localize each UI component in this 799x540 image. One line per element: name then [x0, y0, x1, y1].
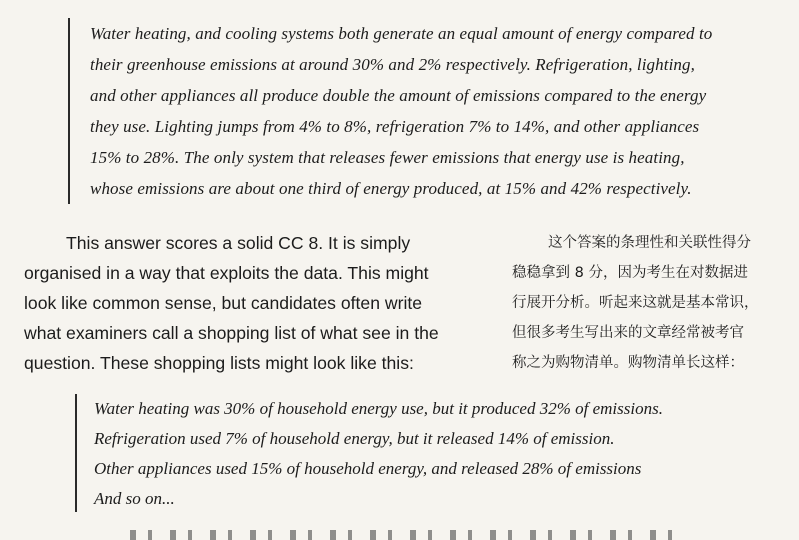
text-line: 但很多考生写出来的文章经常被考官	[512, 325, 744, 341]
quote-line: Other appliances used 15% of household energy, and released 28% of emissions	[94, 459, 642, 478]
text-line: organised in a way that exploits the data. This might	[24, 263, 429, 283]
text-line: 行展开分析。听起来这就是基本常识，	[512, 295, 759, 311]
text-line: 这个答案的条理性和关联性得分	[548, 235, 751, 251]
quote-line: and other appliances all produce double the amount of emissions compared to the energy	[90, 86, 707, 105]
quote-line: Water heating was 30% of household energy use, but it produced 32% of emissions.	[94, 399, 663, 418]
chinese-commentary	[512, 228, 799, 378]
quote-line: Refrigeration used 7% of household energy, but it released 14% of emission.	[94, 429, 615, 448]
text-line: This answer scores a solid CC 8. It is simply	[66, 233, 411, 253]
quote-line: And so on...	[94, 489, 175, 508]
quote-line: their greenhouse emissions at around 30% and 2% respectively. Refrigeration, lighting,	[90, 55, 695, 74]
text-line: look like common sense, but candidates often write	[24, 293, 423, 313]
quote-line: 15% to 28%. The only system that releases fewer emissions that energy use is heating,	[90, 148, 685, 167]
text-line: 称之为购物清单。购物清单长这样：	[512, 355, 744, 371]
text-line: question. These shopping lists might look like this:	[24, 353, 414, 373]
example-answer-quote	[68, 18, 799, 204]
cut-off-text-line	[130, 530, 690, 540]
english-commentary	[24, 228, 494, 378]
text-line: 稳稳拿到 8 分，因为考生在对数据进	[512, 265, 748, 281]
quote-line: whose emissions are about one third of energy produced, at 15% and 42% respectively.	[90, 179, 692, 198]
quote-line: Water heating, and cooling systems both generate an equal amount of energy compared to	[90, 24, 713, 43]
text-line: what examiners call a shopping list of what see in the	[24, 323, 439, 343]
quote-line: they use. Lighting jumps from 4% to 8%, refrigeration 7% to 14%, and other appliances	[90, 117, 700, 136]
shopping-list-quote	[75, 394, 794, 512]
